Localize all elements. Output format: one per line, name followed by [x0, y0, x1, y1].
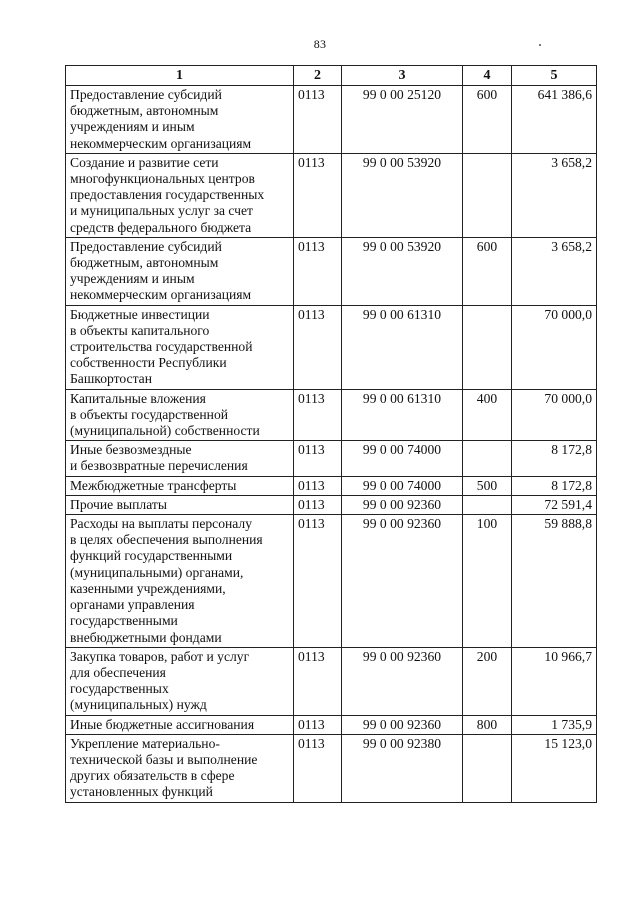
row-amount: 70 000,0: [512, 389, 597, 441]
table-row: [66, 86, 597, 154]
scan-speck: [539, 44, 541, 46]
row-expense-type: [463, 305, 512, 389]
row-target-code: 99 0 00 74000: [342, 476, 463, 495]
row-expense-type: [463, 153, 512, 237]
row-section-code: 0113: [294, 305, 342, 389]
table-row: [66, 734, 597, 802]
row-description: Капитальные вложения в объекты государственной (муниципальной) собственности: [66, 389, 294, 441]
row-description: Укрепление материально- технической базы и выполнение других обязательств в сфере установленных функций: [66, 734, 294, 802]
row-section-code: 0113: [294, 86, 342, 154]
row-section-code: 0113: [294, 441, 342, 476]
row-section-code: 0113: [294, 495, 342, 514]
table-header: [66, 66, 597, 86]
row-description: Межбюджетные трансферты: [66, 476, 294, 495]
row-description: Закупка товаров, работ и услуг для обеспечения государственных (муниципальных) нужд: [66, 647, 294, 715]
header-col-5: 5: [512, 66, 597, 86]
row-section-code: 0113: [294, 715, 342, 734]
row-target-code: 99 0 00 92380: [342, 734, 463, 802]
row-target-code: 99 0 00 92360: [342, 715, 463, 734]
row-amount: 641 386,6: [512, 86, 597, 154]
row-description: Иные безвозмездные и безвозвратные перечисления: [66, 441, 294, 476]
table-row: [66, 389, 597, 441]
row-expense-type: [463, 734, 512, 802]
row-expense-type: 400: [463, 389, 512, 441]
row-target-code: 99 0 00 92360: [342, 515, 463, 648]
table-row: [66, 153, 597, 237]
row-amount: 70 000,0: [512, 305, 597, 389]
row-section-code: 0113: [294, 647, 342, 715]
row-target-code: 99 0 00 61310: [342, 389, 463, 441]
header-col-4: 4: [463, 66, 512, 86]
page-number: 83: [313, 37, 327, 51]
row-section-code: 0113: [294, 153, 342, 237]
row-amount: 8 172,8: [512, 476, 597, 495]
table-body: [66, 86, 597, 803]
row-expense-type: 200: [463, 647, 512, 715]
row-amount: 72 591,4: [512, 495, 597, 514]
row-section-code: 0113: [294, 237, 342, 305]
row-section-code: 0113: [294, 734, 342, 802]
row-target-code: 99 0 00 53920: [342, 237, 463, 305]
row-section-code: 0113: [294, 515, 342, 648]
row-target-code: 99 0 00 53920: [342, 153, 463, 237]
row-target-code: 99 0 00 74000: [342, 441, 463, 476]
budget-table: [65, 65, 597, 803]
row-amount: 1 735,9: [512, 715, 597, 734]
row-amount: 3 658,2: [512, 153, 597, 237]
row-description: Прочие выплаты: [66, 495, 294, 514]
row-amount: 3 658,2: [512, 237, 597, 305]
row-amount: 15 123,0: [512, 734, 597, 802]
table-row: [66, 495, 597, 514]
row-expense-type: 100: [463, 515, 512, 648]
table-row: [66, 647, 597, 715]
row-expense-type: 600: [463, 237, 512, 305]
row-description: Создание и развитие сети многофункциональных центров предоставления государственных и муниципальных услуг за счет средств федерального бюджета: [66, 153, 294, 237]
row-target-code: 99 0 00 92360: [342, 647, 463, 715]
table-row: [66, 476, 597, 495]
table-row: [66, 305, 597, 389]
table-row: [66, 441, 597, 476]
row-amount: 59 888,8: [512, 515, 597, 648]
row-section-code: 0113: [294, 389, 342, 441]
row-amount: 10 966,7: [512, 647, 597, 715]
row-description: Предоставление субсидий бюджетным, автономным учреждениям и иным некоммерческим организациям: [66, 86, 294, 154]
row-target-code: 99 0 00 61310: [342, 305, 463, 389]
row-target-code: 99 0 00 92360: [342, 495, 463, 514]
row-description: Иные бюджетные ассигнования: [66, 715, 294, 734]
header-col-2: 2: [294, 66, 342, 86]
row-expense-type: 800: [463, 715, 512, 734]
row-expense-type: [463, 441, 512, 476]
row-description: Расходы на выплаты персоналу в целях обеспечения выполнения функций государственными (муниципальными) органами, казенными учреждениями, органами управления государственными внебюджетными фондами: [66, 515, 294, 648]
row-expense-type: 500: [463, 476, 512, 495]
row-amount: 8 172,8: [512, 441, 597, 476]
row-section-code: 0113: [294, 476, 342, 495]
row-expense-type: [463, 495, 512, 514]
table-row: [66, 515, 597, 648]
header-row: [66, 66, 597, 86]
table-row: [66, 237, 597, 305]
row-target-code: 99 0 00 25120: [342, 86, 463, 154]
header-col-3: 3: [342, 66, 463, 86]
row-description: Бюджетные инвестиции в объекты капитального строительства государственной собственности Республики Башкортостан: [66, 305, 294, 389]
row-description: Предоставление субсидий бюджетным, автономным учреждениям и иным некоммерческим организациям: [66, 237, 294, 305]
row-expense-type: 600: [463, 86, 512, 154]
table-row: [66, 715, 597, 734]
header-col-1: 1: [66, 66, 294, 86]
